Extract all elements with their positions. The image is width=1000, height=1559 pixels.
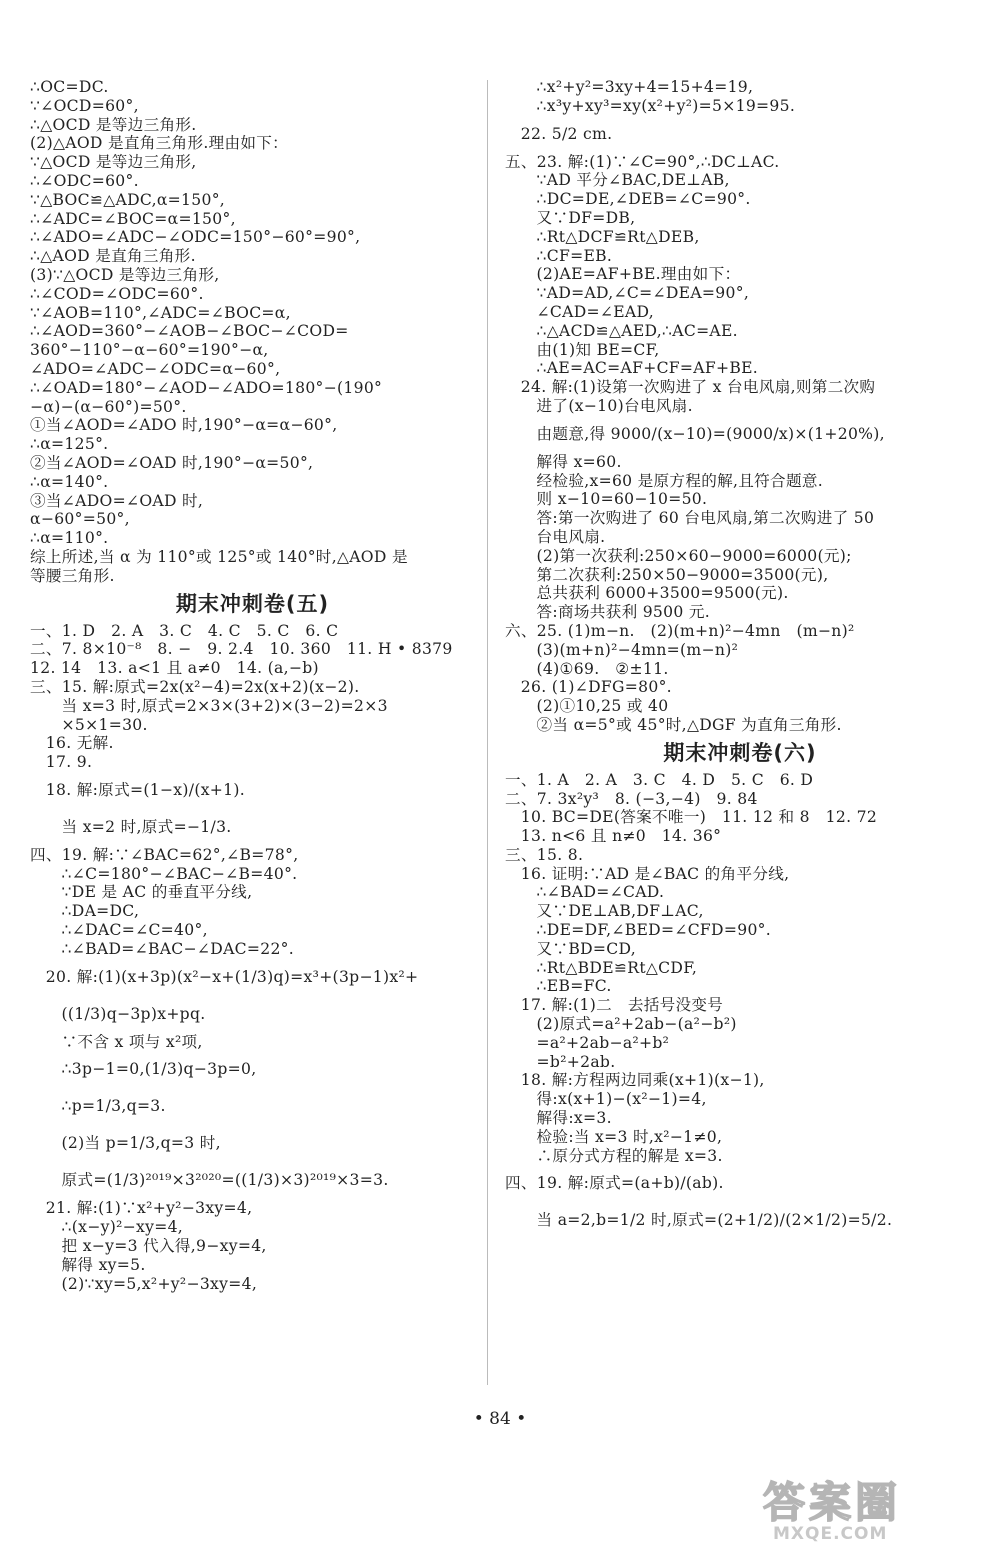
- answer-line: (2)当 p=1/3,q=3 时,: [30, 1134, 221, 1153]
- answer-line: ①当∠AOD=∠ADO 时,190°−α=α−60°,: [30, 416, 338, 435]
- answer-line: 等腰三角形.: [30, 566, 115, 585]
- answer-line: =a²+2ab−a²+b²: [505, 1033, 670, 1052]
- left-column: [30, 78, 475, 1293]
- answer-line: ∴α=110°.: [30, 529, 109, 548]
- answer-line: 360°−110°−α−60°=190°−α,: [30, 341, 269, 360]
- answer-line: 解得 xy=5.: [30, 1255, 146, 1274]
- right-column: [505, 78, 975, 1239]
- answer-line: (3)∵△OCD 是等边三角形,: [30, 265, 220, 284]
- answer-line: ×5×1=30.: [30, 715, 148, 734]
- watermark-logo: [763, 1470, 978, 1550]
- answer-line: ∴∠ADO=∠ADC−∠ODC=150°−60°=90°,: [30, 228, 361, 247]
- answer-line: 一、1. D 2. A 3. C 4. C 5. C 6. C: [30, 621, 339, 640]
- answer-line: ∠ADO=∠ADC−∠ODC=α−60°,: [30, 359, 281, 378]
- answer-line: 五、23. 解:(1)∵∠C=90°,∴DC⊥AC.: [505, 152, 780, 171]
- answer-line: 检验:当 x=3 时,x²−1≠0,: [505, 1127, 723, 1146]
- answer-line: 当 a=2,b=1/2 时,原式=(2+1/2)/(2×1/2)=5/2.: [505, 1211, 893, 1230]
- answer-line: ∴DA=DC,: [30, 902, 140, 921]
- answer-line: ∴∠ADC=∠BOC=α=150°,: [30, 209, 236, 228]
- answer-line: ∵∠AOB=110°,∠ADC=∠BOC=α,: [30, 303, 291, 322]
- answer-line: 四、19. 解:∵∠BAC=62°,∠B=78°,: [30, 845, 299, 864]
- answer-line: 综上所述,当 α 为 110°或 125°或 140°时,△AOD 是: [30, 547, 408, 566]
- answer-line: 当 x=3 时,原式=2×3×(3+2)×(3−2)=2×3: [30, 696, 388, 715]
- answer-line: ③当∠ADO=∠OAD 时,: [30, 491, 204, 510]
- answer-line: 21. 解:(1)∵x²+y²−3xy=4,: [30, 1199, 253, 1218]
- answer-line: ∵DE 是 AC 的垂直平分线,: [30, 883, 253, 902]
- page-number: • 84 •: [473, 1409, 527, 1429]
- answer-line: (2)△AOD 是直角三角形.理由如下：: [30, 134, 289, 153]
- answer-line: 六、25. (1)m−n. (2)(m+n)²−4mn (m−n)²: [505, 621, 855, 640]
- answer-line: (2)∵xy=5,x²+y²−3xy=4,: [30, 1274, 258, 1293]
- answer-line: (2)第一次获利:250×60−9000=6000(元);: [505, 546, 852, 565]
- answer-line: 又∵DE⊥AB,DF⊥AC,: [505, 902, 704, 921]
- answer-line: ∴∠COD=∠ODC=60°.: [30, 284, 204, 303]
- answer-line: 18. 解:方程两边同乘(x+1)(x−1),: [505, 1071, 765, 1090]
- answer-line: 17. 解:(1)二 去括号没变号: [505, 996, 724, 1015]
- answer-line: 由题意,得 9000/(x−10)=(9000/x)×(1+20%),: [505, 424, 885, 443]
- answer-line: 20. 解:(1)(x+3p)(x²−x+(1/3)q)=x³+(3p−1)x²+: [30, 967, 419, 986]
- answer-line: ∴∠ODC=60°.: [30, 171, 139, 190]
- answer-line: 总共获利 6000+3500=9500(元).: [505, 584, 789, 603]
- watermark-text: 答案圈: [763, 1478, 902, 1527]
- answer-line: 18. 解:原式=(1−x)/(x+1).: [30, 780, 246, 799]
- answer-line: 13. n<6 且 n≠0 14. 36°: [505, 827, 722, 846]
- answer-line: ∴p=1/3,q=3.: [30, 1097, 166, 1116]
- answer-line: ∵△BOC≌△ADC,α=150°,: [30, 190, 226, 209]
- answer-line: ∴原分式方程的解是 x=3.: [505, 1146, 723, 1165]
- answer-line: ∵∠OCD=60°,: [30, 96, 139, 115]
- answer-line: 又∵DF=DB,: [505, 208, 636, 227]
- answer-line: (2)①10,25 或 40: [505, 697, 669, 716]
- answer-line: ∴Rt△BDE≌Rt△CDF,: [505, 958, 698, 977]
- answer-line: ∵△OCD 是等边三角形,: [30, 153, 197, 172]
- answer-line: 三、15. 8.: [505, 845, 584, 864]
- answer-line: 16. 证明:∵AD 是∠BAC 的角平分线,: [505, 864, 790, 883]
- answer-line: ∴CF=EB.: [505, 246, 613, 265]
- answer-line: ∴(x−y)²−xy=4,: [30, 1218, 184, 1237]
- answer-line: 二、7. 8×10⁻⁸ 8. − 9. 2.4 10. 360 11. H • 8379: [30, 640, 453, 659]
- answer-line: 二、7. 3x²y³ 8. (−3,−4) 9. 84: [505, 789, 758, 808]
- answer-line: ∴∠BAD=∠CAD.: [505, 883, 665, 902]
- answer-line: 12. 14 13. a<1 且 a≠0 14. (a,−b): [30, 659, 319, 678]
- answer-line: ②当 α=5°或 45°时,△DGF 为直角三角形.: [505, 715, 842, 734]
- answer-line: 解得 x=60.: [505, 452, 622, 471]
- answer-line: ∴△ACD≌△AED,∴AC=AE.: [505, 321, 738, 340]
- answer-line: ∴∠DAC=∠C=40°,: [30, 921, 208, 940]
- answer-line: ∴∠OAD=180°−∠AOD−∠ADO=180°−(190°: [30, 378, 383, 397]
- column-divider: [487, 80, 488, 1385]
- answer-line: 10. BC=DE(答案不唯一) 11. 12 和 8 12. 72: [505, 808, 878, 827]
- answer-line: (2)AE=AF+BE.理由如下：: [505, 265, 741, 284]
- answer-line: 24. 解:(1)设第一次购进了 x 台电风扇,则第二次购: [505, 378, 876, 397]
- answer-line: 26. (1)∠DFG=80°.: [505, 678, 672, 697]
- answer-line: ∴x²+y²=3xy+4=15+4=19,: [505, 78, 754, 96]
- answer-line: 当 x=2 时,原式=−1/3.: [30, 817, 232, 836]
- answer-line: 则 x−10=60−10=50.: [505, 490, 708, 509]
- watermark-url: MXQE.COM: [773, 1524, 888, 1544]
- answer-line: 四、19. 解:原式=(a+b)/(ab).: [505, 1174, 724, 1193]
- answer-line: ((1/3)q−3p)x+pq.: [30, 1004, 206, 1023]
- answer-line: 答:商场共获利 9500 元.: [505, 603, 711, 622]
- answer-line: ∴△OCD 是等边三角形.: [30, 115, 197, 134]
- answer-line: 22. 5/2 cm.: [505, 124, 613, 143]
- answer-line: ∴3p−1=0,(1/3)q−3p=0,: [30, 1060, 257, 1079]
- answer-line: =b²+2ab.: [505, 1052, 616, 1071]
- answer-line: ②当∠AOD=∠OAD 时,190°−α=50°,: [30, 453, 314, 472]
- answer-line: ∵不含 x 项与 x²项,: [30, 1032, 203, 1051]
- answer-line: (2)原式=a²+2ab−(a²−b²): [505, 1015, 737, 1034]
- answer-line: 17. 9.: [30, 753, 93, 772]
- answer-line: 进了(x−10)台电风扇.: [505, 396, 693, 415]
- answer-line: 答:第一次购进了 60 台电风扇,第二次购进了 50: [505, 509, 875, 528]
- answer-line: ∠CAD=∠EAD,: [505, 302, 654, 321]
- answer-line: α−60°=50°,: [30, 510, 130, 529]
- answer-line: −α)−(α−60°)=50°.: [30, 397, 187, 416]
- answer-line: ∴EB=FC.: [505, 977, 612, 996]
- answer-line: 得:x(x+1)−(x²−1)=4,: [505, 1090, 707, 1109]
- answer-line: 又∵BD=CD,: [505, 939, 636, 958]
- answer-line: (3)(m+n)²−4mn=(m−n)²: [505, 640, 739, 659]
- answer-line: 三、15. 解:原式=2x(x²−4)=2x(x+2)(x−2).: [30, 677, 360, 696]
- answer-line: 一、1. A 2. A 3. C 4. D 5. C 6. D: [505, 770, 814, 789]
- answer-line: ∴α=140°.: [30, 472, 109, 491]
- answer-line: ∴∠BAD=∠BAC−∠DAC=22°.: [30, 939, 295, 958]
- answer-line: 16. 无解.: [30, 734, 114, 753]
- answer-line: (4)①69. ②±11.: [505, 659, 669, 678]
- answer-line: ∵AD 平分∠BAC,DE⊥AB,: [505, 171, 730, 190]
- answer-line: ∴DE=DF,∠BED=∠CFD=90°.: [505, 921, 772, 940]
- answer-line: ∴Rt△DCF≌Rt△DEB,: [505, 227, 700, 246]
- answer-line: ∴α=125°.: [30, 435, 109, 454]
- answer-line: 原式=(1/3)²⁰¹⁹×3²⁰²⁰=((1/3)×3)²⁰¹⁹×3=3.: [30, 1171, 389, 1190]
- answer-line: ∴AE=AC=AF+CF=AF+BE.: [505, 359, 759, 378]
- answer-line: ∵AD=AD,∠C=∠DEA=90°,: [505, 284, 750, 303]
- answer-line: ∴OC=DC.: [30, 78, 109, 96]
- answer-line: 解得:x=3.: [505, 1109, 612, 1128]
- answer-line: ∴DC=DE,∠DEB=∠C=90°.: [505, 190, 751, 209]
- answer-line: 台电风扇.: [505, 527, 606, 546]
- answer-line: 由(1)知 BE=CF,: [505, 340, 660, 359]
- answer-line: ∴∠C=180°−∠BAC−∠B=40°.: [30, 864, 298, 883]
- answer-line: 第二次获利:250×50−9000=3500(元),: [505, 565, 829, 584]
- answer-line: 经检验,x=60 是原方程的解,且符合题意.: [505, 471, 823, 490]
- answer-line: ∴∠AOD=360°−∠AOB−∠BOC−∠COD=: [30, 322, 349, 341]
- section-heading: 期末冲刺卷(五): [175, 591, 330, 616]
- answer-line: 把 x−y=3 代入得,9−xy=4,: [30, 1237, 267, 1256]
- section-heading: 期末冲刺卷(六): [663, 740, 817, 765]
- answer-line: ∴x³y+xy³=xy(x²+y²)=5×19=95.: [505, 96, 796, 115]
- answer-line: ∴△AOD 是直角三角形.: [30, 247, 196, 266]
